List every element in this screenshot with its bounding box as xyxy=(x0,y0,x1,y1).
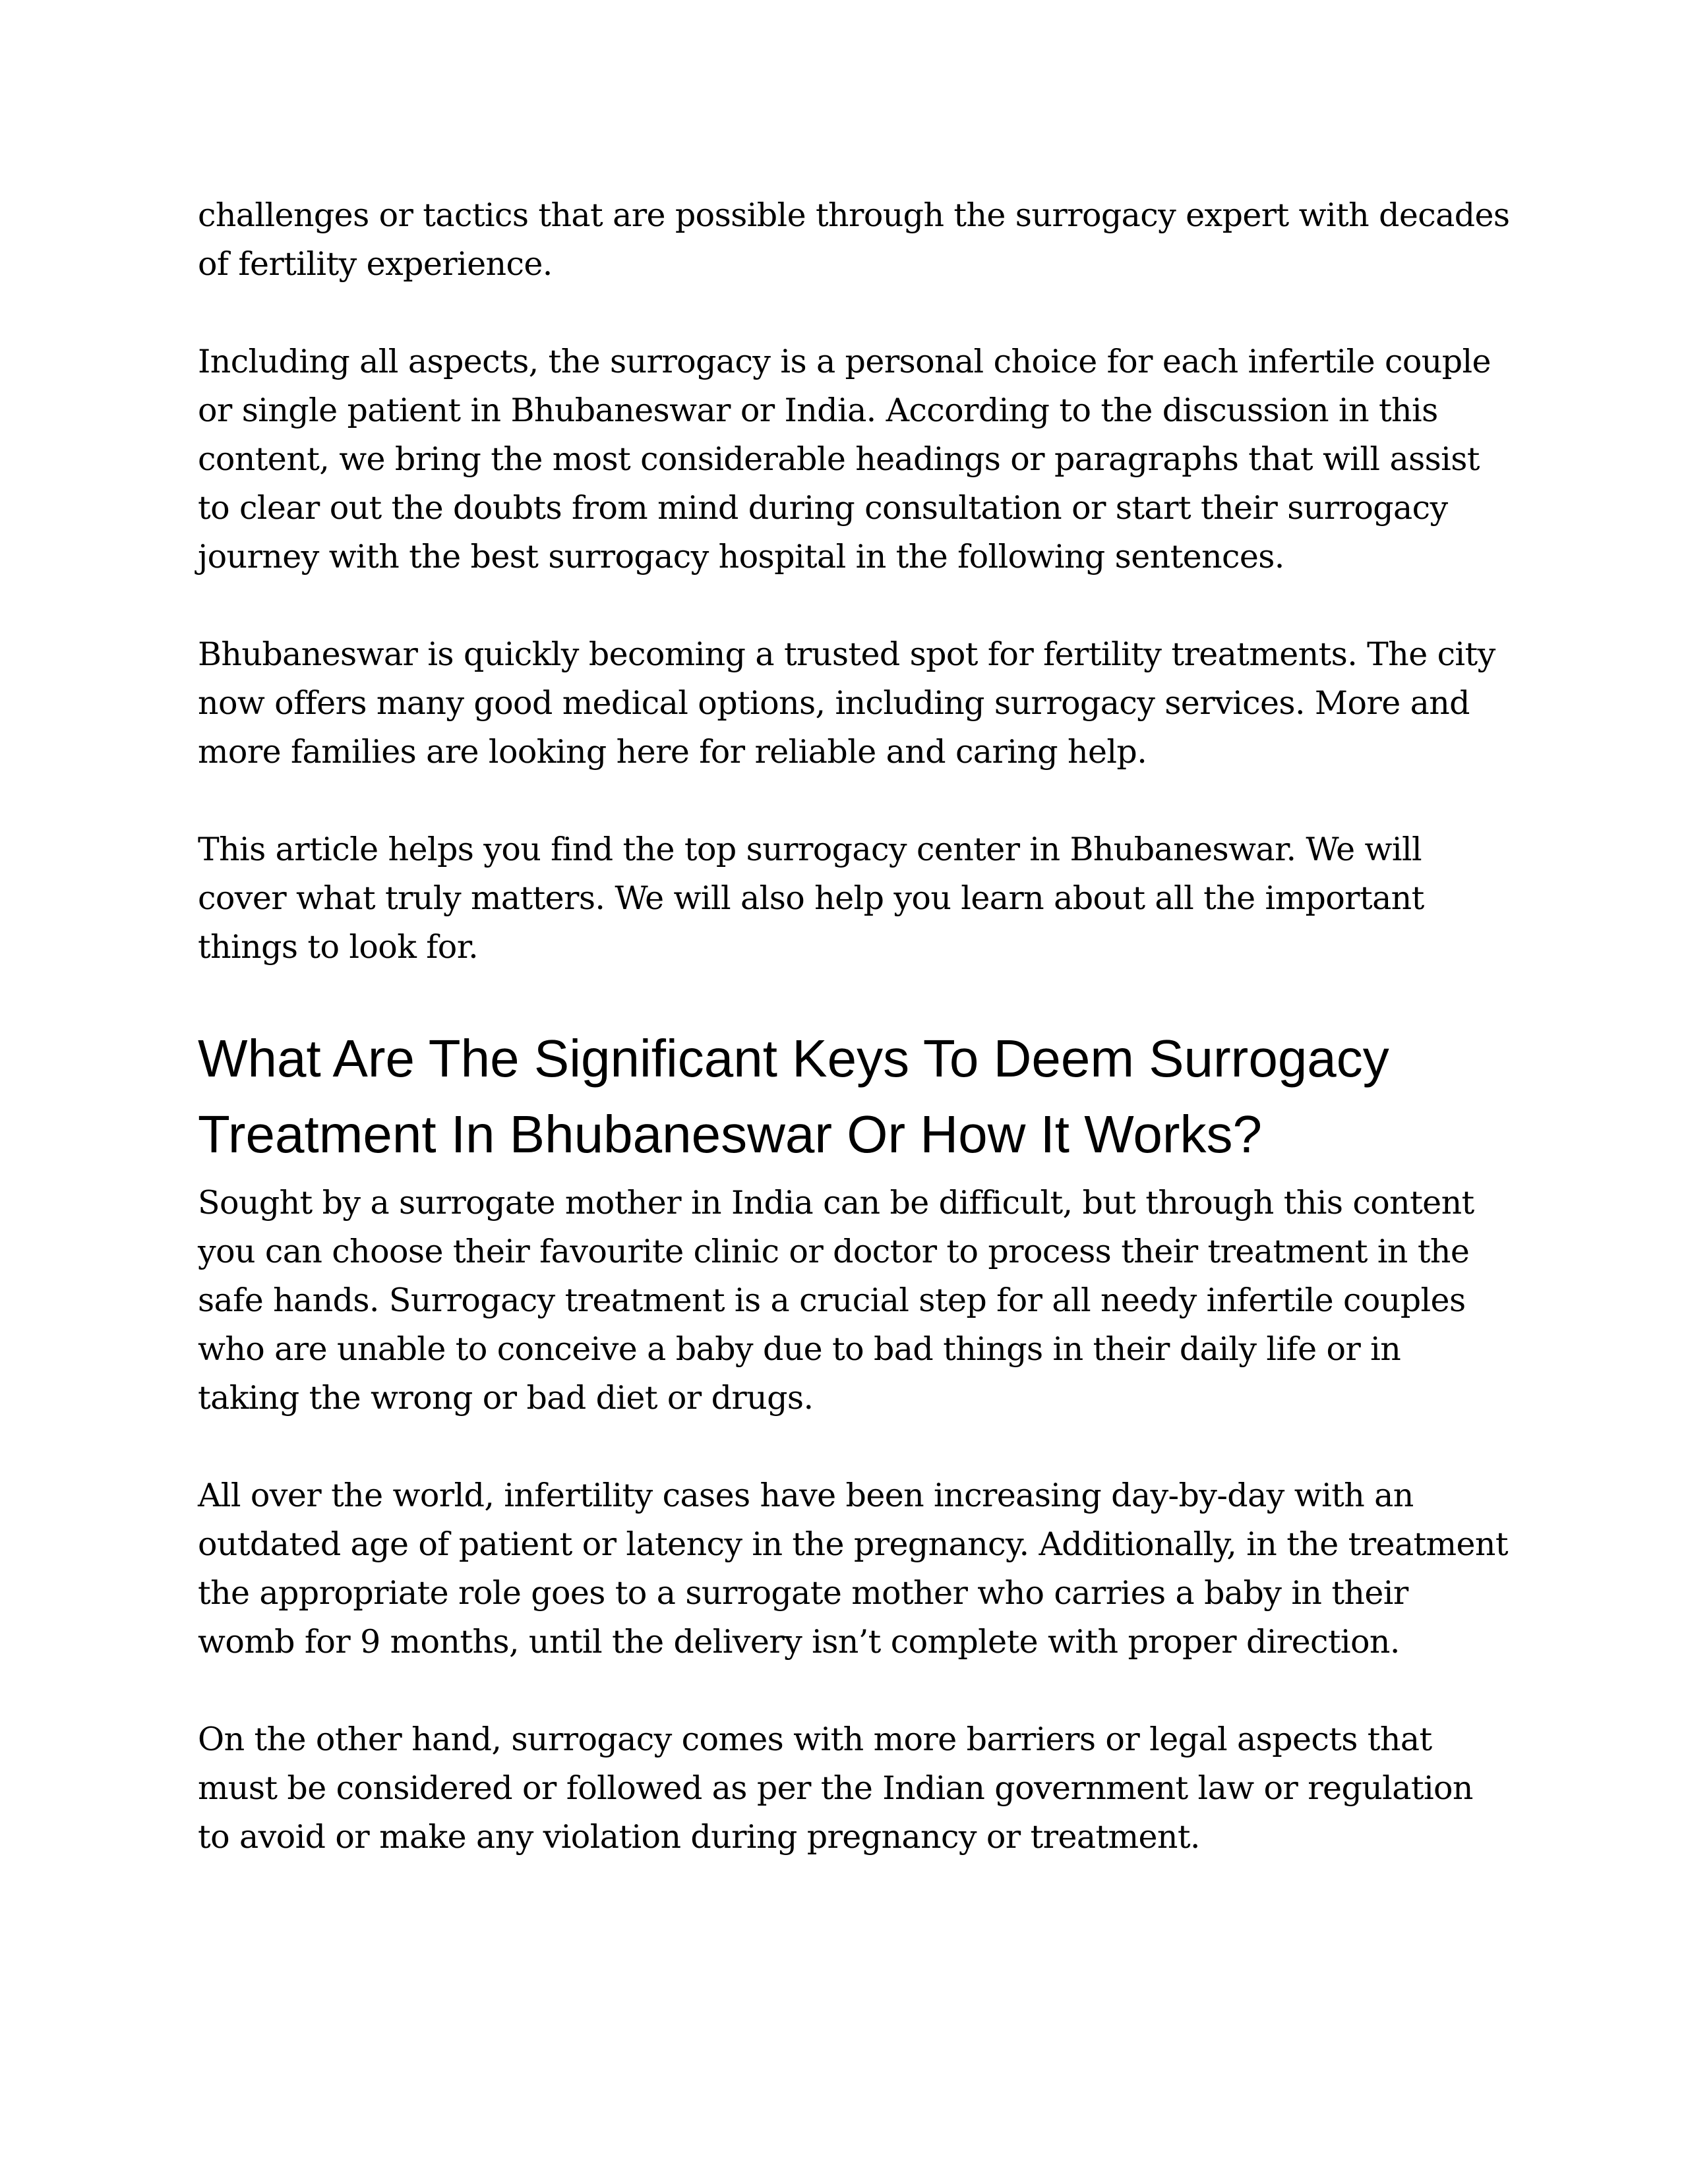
document-body xyxy=(198,191,1510,1910)
paragraph: Bhubaneswar is quickly becoming a trusted spot for fertility treatments. The city now offers many good medical options, including surrogacy services. More and more families are looking here for reliable and caring help. xyxy=(198,635,1495,771)
paragraph: This article helps you find the top surrogacy center in Bhubaneswar. We will cover what truly matters. We will also help you learn about all the important things to look for. xyxy=(198,831,1424,966)
paragraph: challenges or tactics that are possible through the surrogacy expert with decades of fertility experience. xyxy=(198,196,1510,283)
section-heading: What Are The Significant Keys To Deem Surrogacy Treatment In Bhubaneswar Or How It Works? xyxy=(198,1029,1389,1164)
paragraph: On the other hand, surrogacy comes with more barriers or legal aspects that must be considered or followed as per the Indian government law or regulation to avoid or make any violation during pregnancy or treatment. xyxy=(198,1721,1473,1856)
paragraph: Sought by a surrogate mother in India can be difficult, but through this content you can choose their favourite clinic or doctor to process their treatment in the safe hands. Surrogacy treatment is a crucial step for all needy infertile couples who are unable to conceive a baby due to bad things in their daily life or in taking the wrong or bad diet or drugs. xyxy=(198,1184,1474,1417)
paragraph: All over the world, infertility cases have been increasing day-by-day with an outdated age of patient or latency in the pregnancy. Additionally, in the treatment the appropriate role goes to a surrogate mother who carries a baby in their womb for 9 months, until the delivery isn’t complete with proper direction. xyxy=(198,1477,1508,1661)
paragraph: Including all aspects, the surrogacy is a personal choice for each infertile couple or single patient in Bhubaneswar or India. According to the discussion in this content, we bring the most considerable headings or paragraphs that will assist to clear out the doubts from mind during consultation or start their surrogacy journey with the best surrogacy hospital in the following sentences. xyxy=(198,343,1491,576)
